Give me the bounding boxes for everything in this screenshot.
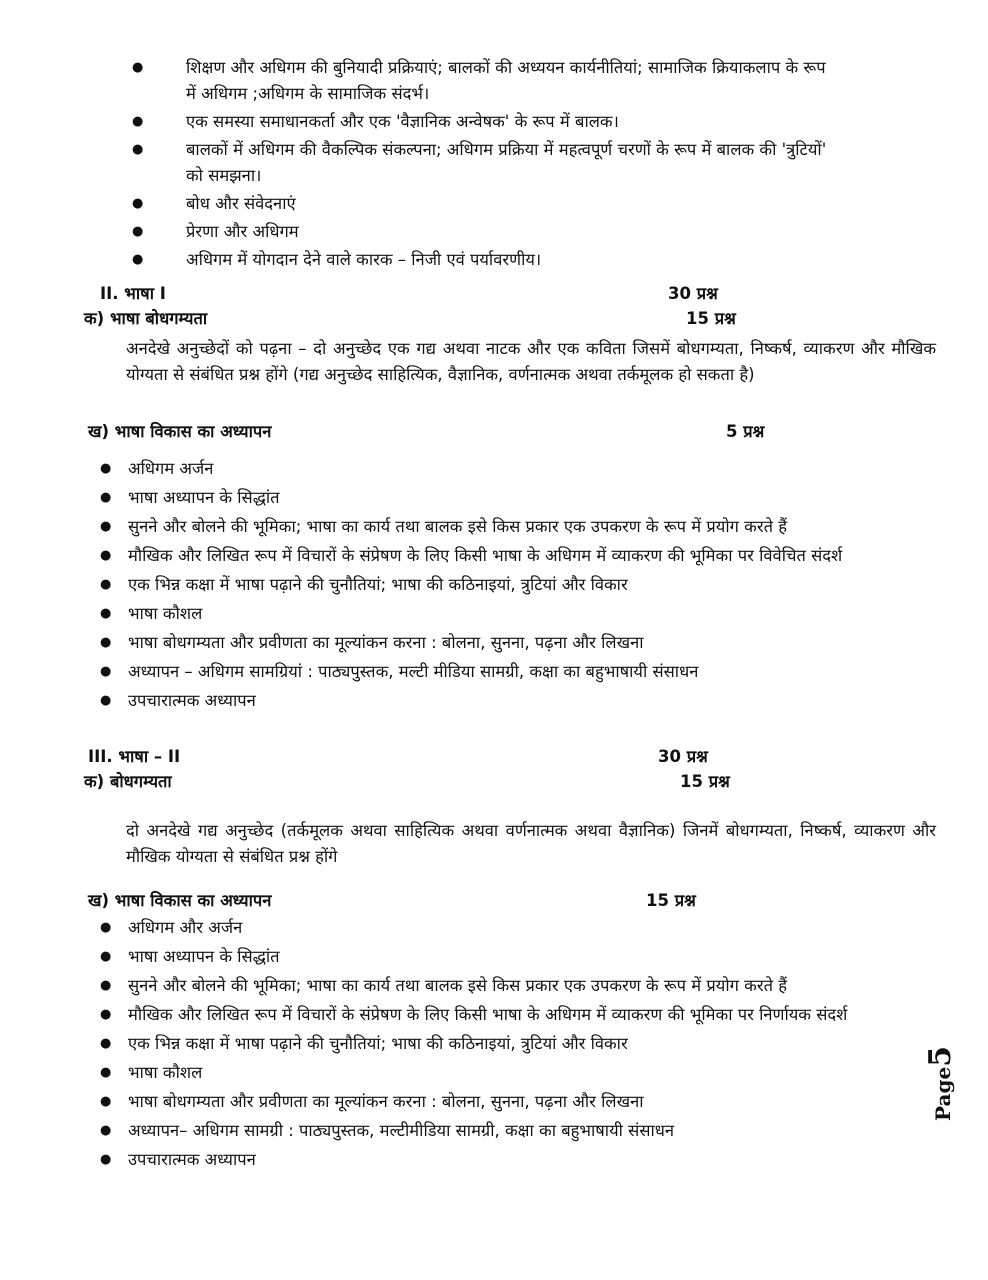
- section-3b-count: 15 प्रश्न: [646, 891, 696, 910]
- page-number: [915, 1045, 975, 1125]
- list-item: ● एक भिन्न कक्षा में भाषा पढ़ाने की चुनौतियां; भाषा की कठिनाइयां, त्रुटियां और विकार: [98, 572, 940, 598]
- section-3b-list: [98, 915, 940, 1176]
- list-item: ● एक समस्या समाधानकर्ता और एक 'वैज्ञानिक अन्वेषक' के रूप में बालक।: [130, 109, 830, 135]
- section-3a-title: क) बोधगम्यता: [84, 772, 172, 791]
- section-2b-count: 5 प्रश्न: [726, 422, 765, 441]
- list-item: ● अधिगम में योगदान देने वाले कारक – निजी एवं पर्यावरणीय।: [130, 247, 830, 273]
- learning-process-list: [130, 55, 830, 275]
- section-2a-title: क) भाषा बोधगम्यता: [84, 309, 208, 328]
- list-item: ● अध्यापन – अधिगम सामग्रियां : पाठ्यपुस्तक, मल्टी मीडिया सामग्री, कक्षा का बहुभाषायी संसाधन: [98, 659, 940, 685]
- list-item: ● शिक्षण और अधिगम की बुनियादी प्रक्रियाएं; बालकों की अध्ययन कार्यनीतियां; सामाजिक क्रियाकलाप के रूप में अधिगम ;अधिगम के सामाजिक संदर्भ।: [130, 55, 830, 107]
- section-2b-title: ख) भाषा विकास का अध्यापन: [88, 422, 272, 441]
- section-3-count: 30 प्रश्न: [658, 747, 708, 766]
- section-2-count: 30 प्रश्न: [668, 284, 718, 303]
- list-item: ● मौखिक और लिखित रूप में विचारों के संप्रेषण के लिए किसी भाषा के अधिगम में व्याकरण की भूमिका पर विवेचित संदर्श: [98, 543, 940, 569]
- list-item: ● अधिगम अर्जन: [98, 456, 940, 482]
- list-item: ● बालकों में अधिगम की वैकल्पिक संकल्पना; अधिगम प्रक्रिया में महत्वपूर्ण चरणों के रूप में बालक की 'त्रुटियों' को समझना।: [130, 137, 830, 189]
- list-item: ● भाषा बोधगम्यता और प्रवीणता का मूल्यांकन करना : बोलना, सुनना, पढ़ना और लिखना: [98, 1089, 940, 1115]
- page-num: 5: [923, 1045, 958, 1067]
- list-item: ● भाषा अध्यापन के सिद्धांत: [98, 485, 940, 511]
- list-item: ● भाषा अध्यापन के सिद्धांत: [98, 944, 940, 970]
- section-3a-count: 15 प्रश्न: [680, 772, 730, 791]
- section-2a-text: अनदेखे अनुच्छेदों को पढ़ना – दो अनुच्छेद एक गद्य अथवा नाटक और एक कविता जिसमें बोधगम्यता, निष्कर्ष, व्याकरण और मौखिक योग्यता से संबंधित प्रश्न होंगे (गद्य अनुच्छेद साहित्यिक, वैज्ञानिक, वर्णनात्मक अथवा तर्कमूलक हो सकता है): [126, 339, 936, 384]
- list-item: ● मौखिक और लिखित रूप में विचारों के संप्रेषण के लिए किसी भाषा के अधिगम में व्याकरण की भूमिका पर निर्णायक संदर्श: [98, 1002, 940, 1028]
- section-2-title: II. भाषा I: [100, 284, 166, 303]
- list-item: ● एक भिन्न कक्षा में भाषा पढ़ाने की चुनौतियां; भाषा की कठिनाइयां, त्रुटियां और विकार: [98, 1031, 940, 1057]
- list-item: ● उपचारात्मक अध्यापन: [98, 1147, 940, 1173]
- list-item: ● सुनने और बोलने की भूमिका; भाषा का कार्य तथा बालक इसे किस प्रकार एक उपकरण के रूप में प्रयोग करते हैं: [98, 514, 940, 540]
- section-2b-list: [98, 456, 940, 717]
- list-item: ● भाषा कौशल: [98, 1060, 940, 1086]
- list-item: ● प्रेरणा और अधिगम: [130, 219, 830, 245]
- list-item: ● उपचारात्मक अध्यापन: [98, 688, 940, 714]
- section-3a-text: दो अनदेखे गद्य अनुच्छेद (तर्कमूलक अथवा साहित्यिक अथवा वर्णनात्मक अथवा वैज्ञानिक) जिनमें बोधगम्यता, निष्कर्ष, व्याकरण और मौखिक योग्यता से संबंधित प्रश्न होंगे: [126, 821, 936, 866]
- list-item: ● सुनने और बोलने की भूमिका; भाषा का कार्य तथा बालक इसे किस प्रकार एक उपकरण के रूप में प्रयोग करते हैं: [98, 973, 940, 999]
- list-item: ● अध्यापन– अधिगम सामग्री : पाठ्यपुस्तक, मल्टीमीडिया सामग्री, कक्षा का बहुभाषायी संसाधन: [98, 1118, 940, 1144]
- section-3b-title: ख) भाषा विकास का अध्यापन: [88, 891, 272, 910]
- page-word: Page: [931, 1066, 955, 1121]
- section-3-title: III. भाषा – II: [88, 747, 181, 766]
- list-item: ● भाषा बोधगम्यता और प्रवीणता का मूल्यांकन करना : बोलना, सुनना, पढ़ना और लिखना: [98, 630, 940, 656]
- list-item: ● बोध और संवेदनाएं: [130, 191, 830, 217]
- list-item: ● अधिगम और अर्जन: [98, 915, 940, 941]
- list-item: ● भाषा कौशल: [98, 601, 940, 627]
- section-2a-count: 15 प्रश्न: [686, 309, 736, 328]
